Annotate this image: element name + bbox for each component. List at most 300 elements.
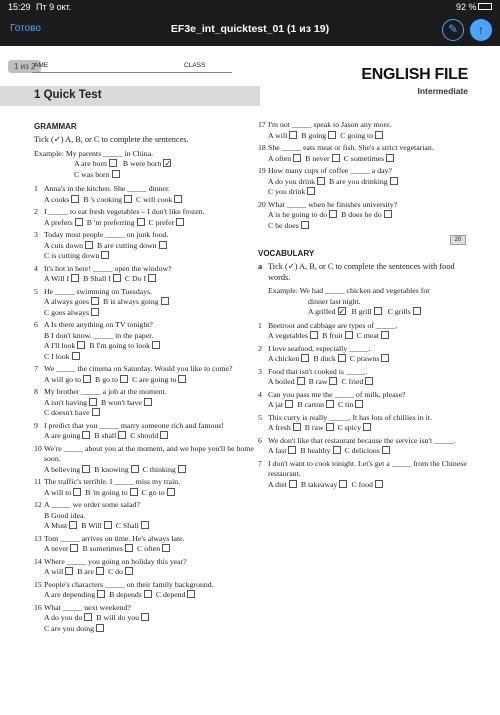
question-text: What _____ when he finishes university? [268,199,398,209]
checkbox[interactable] [130,488,138,496]
question-number: 3 [34,230,38,239]
option-label: C sometimes [343,153,385,163]
options-row [268,131,472,142]
options-row [268,400,472,411]
question-number: 15 [34,579,42,589]
checkbox[interactable] [75,218,83,226]
status-time: 15:29 [8,2,31,12]
example-option-c: C was born [74,169,110,179]
checkbox[interactable] [109,159,117,167]
checkbox[interactable] [167,488,175,496]
options-row [44,567,254,578]
checkbox[interactable] [162,544,170,552]
question-item [34,477,254,498]
score-box: 20 [450,235,466,245]
option-label: C fried [341,377,364,386]
option-label: A jar [268,400,284,409]
checkbox[interactable] [96,624,104,632]
question-text: How many cups of coffee _____ a day? [268,166,392,175]
checkbox-checked[interactable]: ✓ [338,307,346,317]
header-divider [32,72,232,73]
question-text: I predict that you _____ marry someone rich and famous! [44,420,224,430]
option-label: A will to [44,487,72,497]
options-row [44,341,254,352]
checkbox[interactable] [363,423,371,431]
question-number: 2 [34,207,38,216]
vocab-example-option-b: B grill [351,307,372,316]
options-row [44,465,254,476]
question-number: 8 [34,387,38,396]
question-number: 7 [258,458,262,468]
question-item [258,321,472,342]
options-row [44,613,254,624]
checkbox[interactable] [326,423,334,431]
checkbox[interactable] [73,488,81,496]
options-row [44,274,254,285]
option-label: A diet [268,479,287,489]
checkbox[interactable] [375,480,383,488]
checkbox-checked[interactable]: ✓ [164,159,172,169]
question-text: People's characters _____ on their family background. [44,579,214,589]
checkbox[interactable] [112,170,120,178]
checkbox[interactable] [375,131,383,139]
checkbox[interactable] [91,297,99,305]
checkbox[interactable] [332,154,340,162]
option-label: B never [305,153,330,163]
option-label: C will cook [136,194,173,204]
checkbox[interactable] [390,177,398,185]
question-text: Food that isn't cooked is _____. [268,366,368,376]
option-label: A Must [44,521,68,530]
question-number: 18 [258,143,266,152]
question-number: 7 [34,364,38,373]
question-text: Tom _____ arrives on time. He's always late. [44,533,185,543]
checkbox[interactable] [69,521,77,529]
checkbox[interactable] [176,218,184,226]
question-number: 2 [258,343,262,353]
question-item [258,390,472,411]
option-label: B Will [81,521,102,530]
option-label: A Will I [44,274,70,283]
checkbox[interactable] [339,480,347,488]
option-label: C tin [338,400,354,409]
question-number: 9 [34,420,38,430]
options-row [268,377,472,388]
options-row [44,241,254,252]
question-number: 1 [34,184,38,193]
option-label: A chicken [268,354,300,363]
options-row [44,398,254,409]
checkbox[interactable] [386,154,394,162]
question-number: 16 [34,602,42,612]
option-label: B duck [313,354,336,363]
question-text: Anna's in the kitchen. She _____ dinner. [44,184,171,193]
question-text: I'm not _____ speak to Jason any more. [268,120,392,129]
options-row [268,177,472,188]
options-row [268,331,472,342]
example-option-a: A are born [74,159,107,168]
status-date: Пт 9 окт. [36,2,72,12]
brand-logo: ENGLISH FILE [361,66,468,83]
checkbox[interactable] [345,331,353,339]
checkbox[interactable] [82,431,90,439]
grammar-instruction: Tick (✓) A, B, or C to complete the sentences. [34,135,189,144]
checkbox[interactable] [285,400,293,408]
option-label: A always goes [44,297,90,306]
checkbox[interactable] [293,423,301,431]
checkbox[interactable] [125,544,133,552]
option-label: A boiled [268,377,295,386]
checkbox[interactable] [141,613,149,621]
question-item [34,230,254,262]
checkbox[interactable] [301,354,309,362]
checkbox[interactable] [70,544,78,552]
checkbox[interactable] [374,307,382,315]
option-label: A is he going to do [268,210,328,219]
checkbox[interactable] [328,131,336,139]
question-text: I _____ to eat fresh vegetables – I don't like frozen. [44,207,205,216]
grammar-heading: GRAMMAR [34,122,77,131]
status-bar [0,0,500,14]
question-item [34,287,254,319]
checkbox[interactable] [141,521,149,529]
question-number: 12 [34,500,42,509]
question-number: 5 [34,286,38,296]
options-row [44,308,254,319]
option-label: B takeaway [300,479,338,489]
option-label: C meat [356,331,379,340]
question-item [34,534,254,555]
question-text: We _____ the cinema on Saturday. Would you like to come? [44,364,233,373]
checkbox[interactable] [124,195,132,203]
checkbox[interactable] [355,400,363,408]
checkbox[interactable] [89,398,97,406]
nav-bar [0,14,500,46]
checkbox[interactable] [301,221,309,229]
checkbox[interactable] [85,241,93,249]
option-label: B 's cooking [83,194,123,204]
option-label: A prefers [44,217,73,227]
checkbox[interactable] [329,377,337,385]
name-label: AME [34,62,49,69]
option-label: C goes always [44,307,90,317]
question-item [34,500,254,532]
options-row [44,488,254,499]
options-row [44,544,254,555]
checkbox[interactable] [120,375,128,383]
checkbox[interactable] [382,446,390,454]
question-item [258,344,472,365]
question-item [34,264,254,285]
question-text: He _____ swimming on Tuesdays. [44,286,153,296]
question-text: A _____ we order some salad? [44,500,140,509]
checkbox[interactable] [187,590,195,598]
option-label: A will go to [44,374,82,384]
question-number: 13 [34,533,42,543]
vocab-example [258,286,472,318]
example-option-c-row [34,170,254,181]
option-label: A I'll look [44,341,76,350]
option-label: C prawns [349,354,380,363]
question-item [34,364,254,385]
checkbox[interactable] [144,398,152,406]
status-battery: 92 % [456,2,477,12]
question-item [34,603,254,635]
question-text: It's hot in here! _____ open the window? [44,263,172,273]
option-label: C doesn't have [44,408,90,417]
checkbox[interactable] [71,274,79,282]
option-label: B carton [297,400,325,409]
checkbox[interactable] [77,341,85,349]
checkbox[interactable] [83,375,91,383]
option-label: C you drink [268,187,306,196]
question-text: My brother _____ a job at the moment. [44,387,167,396]
option-label: A often [268,153,292,163]
option-label: B I'm going to look [89,341,151,350]
checkbox[interactable] [148,274,156,282]
question-text: This curry is really _____. It has lots of chillies in it. [268,412,432,422]
checkbox[interactable] [413,307,421,315]
example-options [34,159,254,170]
question-text: Today most people _____ on junk food. [44,230,169,239]
question-text: The traffic's terrible. I _____ miss my train. [44,477,181,486]
option-label: C should [130,431,159,440]
done-button[interactable]: Готово [10,23,41,34]
checkbox[interactable] [289,480,297,488]
checkbox[interactable] [82,465,90,473]
question-item [258,367,472,388]
checkbox[interactable] [338,354,346,362]
question-number: 4 [258,389,262,399]
question-text: I love seafood, especially _____. [268,343,371,353]
option-label: A isn't having [44,397,87,407]
option-label: C I look [44,351,70,361]
checkbox[interactable] [160,431,168,439]
question-item [34,207,254,228]
class-label: CLASS [184,62,206,69]
option-label: C do [107,567,123,576]
checkbox[interactable] [113,274,121,282]
question-number: 3 [258,366,262,376]
checkbox[interactable] [365,377,373,385]
option-label: A vegetables [268,331,309,340]
checkbox[interactable] [178,465,186,473]
option-label: B raw [308,377,328,386]
option-label: A fast [268,446,287,455]
option-label: C depend [155,590,186,599]
options-row [44,195,254,206]
option-label: C Shall [115,521,139,530]
question-number: 11 [34,477,42,486]
question-text: We're _____ about you at the moment, and we hope you'll be home soon. [44,443,254,463]
question-item [258,200,472,232]
option-label: C he does [268,220,299,230]
option-label: B go to [95,374,119,384]
question-number: 5 [258,412,262,422]
checkbox[interactable] [288,446,296,454]
page-indicator: 1 из 2 [8,60,41,73]
checkbox[interactable] [104,521,112,529]
option-label: A never [44,544,69,553]
checkbox[interactable] [174,195,182,203]
option-label: B raw [304,423,324,432]
question-number: 14 [34,556,42,566]
option-label: C going to [340,130,374,140]
page-header [0,56,500,116]
checkbox[interactable] [91,308,99,316]
option-label: B 'm going to [85,487,128,497]
checkbox[interactable] [125,567,133,575]
options-row [268,446,472,457]
grammar-section [34,122,254,636]
checkbox[interactable] [289,131,297,139]
option-label: A are going [44,431,81,440]
test-title-bar [0,86,260,106]
options-row [268,187,472,198]
example-option-b: B were born [122,159,162,168]
question-item [34,421,254,442]
question-item [34,387,254,419]
option-label: C is cutting down [44,251,100,260]
checkbox[interactable] [92,408,100,416]
option-label: C thinking [142,464,176,474]
question-number: 6 [34,320,38,329]
grammar-questions [34,184,254,634]
example-sentence: Example: My parents _____ in China. [34,148,154,158]
options-row [44,375,254,386]
checkbox[interactable] [326,400,334,408]
document-title: EF3e_int_quicktest_01 (1 из 19) [170,23,330,35]
option-label: A cooks [44,194,70,204]
question-text: Can you pass me the _____ of milk, please? [268,389,406,399]
checkbox[interactable] [333,446,341,454]
options-row [268,154,472,165]
vocab-example-option-a: A grilled [308,307,336,316]
question-number: 20 [258,199,266,209]
options-row [44,297,254,308]
options-row [268,480,472,491]
question-text: She _____ eats meat or fish. She's a strict vegetarian. [268,143,434,152]
checkbox[interactable] [65,567,73,575]
vocabulary-questions [258,321,472,491]
question-item [34,444,254,476]
checkbox[interactable] [381,354,389,362]
option-label: A will [268,130,288,140]
checkbox[interactable] [307,187,315,195]
options-row [268,354,472,365]
options-row [44,251,254,262]
checkbox[interactable] [84,613,92,621]
options-row [44,590,254,601]
checkbox[interactable] [310,331,318,339]
option-label: C delicious [344,446,380,455]
checkbox[interactable] [131,465,139,473]
option-label: A fresh [268,423,291,432]
option-label: B is always going [103,297,159,306]
option-label: C often [136,544,161,553]
question-text: Beetroot and cabbage are types of _____. [268,320,398,330]
option-label: B are cutting down [96,240,157,250]
option-label: B healthy [300,446,331,455]
checkbox[interactable] [317,177,325,185]
checkbox[interactable] [297,377,305,385]
option-label: B fruit [322,331,343,340]
document-page [0,46,500,715]
checkbox[interactable] [96,567,104,575]
checkbox[interactable] [161,297,169,305]
score-row [258,233,472,247]
option-label: A will [44,567,64,576]
options-row [268,423,472,434]
vocab-example-option-c: C grills [387,307,411,316]
vocab-instruction: Tick (✓) A, B, or C to complete the sentences with food words. [268,262,455,282]
checkbox[interactable] [178,375,186,383]
question-number: 6 [258,435,262,445]
question-text: Where _____ you going on holiday this year? [44,556,187,566]
options-row [268,221,472,232]
question-item [258,143,472,164]
vocab-example-options [268,307,472,318]
option-label: B are [77,567,94,576]
option-label: A cuts down [44,240,83,250]
option-label: B shall [94,431,117,440]
option-label: C are going to [132,374,177,384]
grammar-example [34,149,254,181]
vocabulary-heading: VOCABULARY [258,249,315,258]
checkbox[interactable] [71,195,79,203]
battery-icon [478,3,492,10]
question-number: 10 [34,443,42,453]
question-number: 17 [258,120,266,129]
checkbox[interactable] [384,210,392,218]
question-item [258,120,472,141]
checkbox[interactable] [72,352,80,360]
option-label: A do you do [44,613,83,622]
question-item [34,580,254,601]
question-number: 1 [258,320,262,330]
option-label: B will do you [96,613,140,622]
option-label: A are depending [44,590,96,599]
option-label: B sometimes [82,544,123,553]
question-number: 4 [34,263,38,273]
option-label: B won't have [101,397,142,407]
options-row [44,408,254,419]
option-label: C prefer [148,217,175,227]
checkbox[interactable] [137,218,145,226]
checkbox[interactable] [381,331,389,339]
checkbox[interactable] [97,590,105,598]
options-row [44,624,254,635]
option-label: C are you doing [44,623,95,633]
checkbox[interactable] [152,341,160,349]
checkbox[interactable] [144,590,152,598]
question-item [34,320,254,362]
right-column [258,120,472,492]
checkbox[interactable] [101,251,109,259]
question-item [34,557,254,578]
share-icon[interactable]: ↑ [470,19,492,41]
vocab-example-sentence-2: dinner last night. [308,296,361,306]
checkbox[interactable] [159,241,167,249]
question-item [258,459,472,491]
checkbox[interactable] [293,154,301,162]
checkbox[interactable] [118,431,126,439]
question-text-line2: B Good idea. [44,510,86,520]
pen-icon[interactable]: ✎ [442,19,464,41]
checkbox[interactable] [329,210,337,218]
option-label: A do you drink [268,176,315,186]
question-number: 19 [258,166,266,175]
